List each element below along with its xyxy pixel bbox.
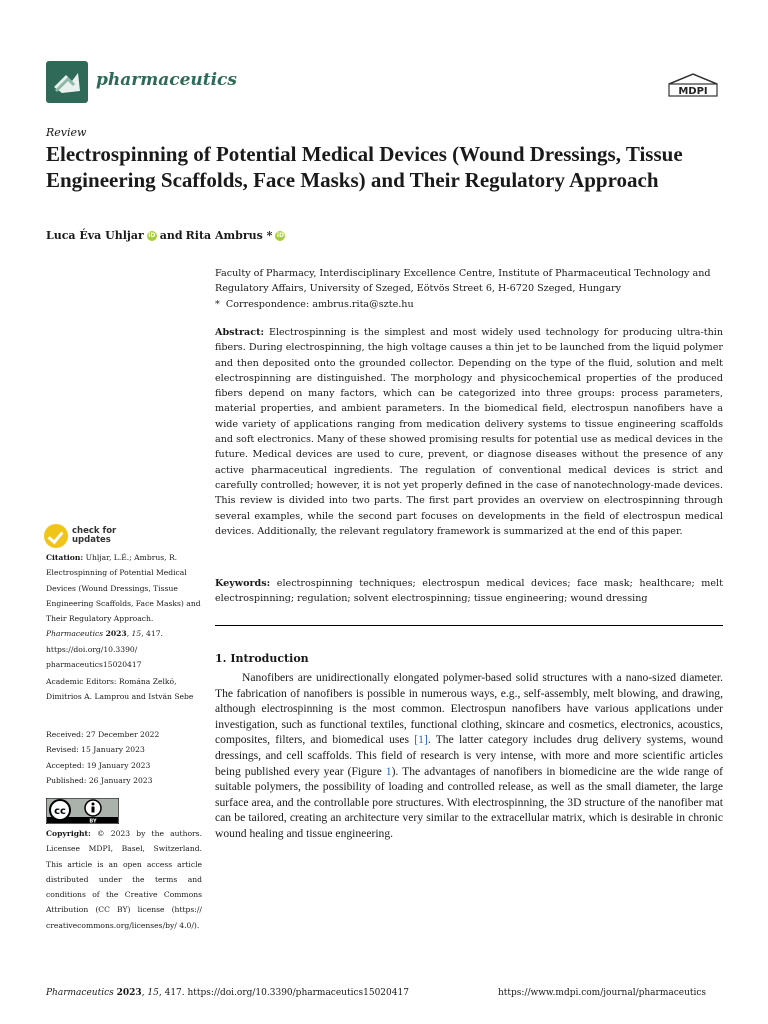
- author-name[interactable]: Rita Ambrus *: [185, 229, 273, 242]
- cc-by-license-icon[interactable]: [46, 798, 119, 824]
- accepted-date: Accepted: 19 January 2023: [46, 760, 151, 770]
- section-divider: [215, 625, 723, 626]
- affiliation: Faculty of Pharmacy, Interdisciplinary Excellence Centre, Institute of Pharmaceutical Technology and Regulatory Affairs, University of Szeged, Eötvös Street 6, H-6720 Szeged, Hungary: [215, 268, 711, 295]
- citation-doi[interactable]: , 417. https://doi.org/10.3390/ pharmaceutics15020417: [46, 629, 163, 670]
- figure-link[interactable]: 1: [385, 764, 392, 778]
- abstract-text: Electrospinning is the simplest and most widely used technology for producing ultra-thin fibers. During electrospinning, the high voltage causes a thin jet to be launched from the liquid polymer and then deposited onto the grounded collector. Depending on the type of the fluid, solution and melt electrospinning are distinguished. The morphology and physicochemical properties of the produced fibers depend on many factors, which can be categorized into three groups: process parameters, material properties, and ambient parameters. In the biomedical field, electrospun nanofibers have a wide variety of applications ranging from medication delivery systems to tissue engineering scaffolds and soft electronics. Many of these showed promising results for potential use as medical devices in the future. Medical devices are used to cure, prevent, or diagnose diseases without the presence of any active pharmaceutical ingredients. The regulation of conventional medical devices is strict and carefully controlled; however, it is not yet properly defined in the case of nanotechnology-made devices. This review is divided into two parts. The first part provides an overview on electrospinning through several examples, while the second part focuses on developments in the field of electrospun medical devices. Additionally, the relevant regulatory framework is summarized at the end of this paper.: [215, 327, 723, 537]
- reference-link[interactable]: [1]: [414, 733, 428, 747]
- cc-label: cc: [54, 806, 66, 817]
- correspondence: * Correspondence: ambrus.rita@szte.hu: [215, 298, 414, 310]
- academic-editors: Academic Editors: Romána Zelkó, Dimitrios A. Lamprou and István Sebe: [46, 677, 194, 702]
- copyright-notice: Copyright: © 2023 by the authors. Licensee MDPI, Basel, Switzerland. This article is an open access article distributed under the terms and conditions of the Creative Commons Attribution (CC BY) license (https:// creativecommons.org/licenses/by/ 4.0/).: [46, 829, 202, 930]
- published-date: Published: 26 January 2023: [46, 775, 153, 785]
- footer-journal-url[interactable]: https://www.mdpi.com/journal/pharmaceutics: [498, 988, 707, 998]
- affiliation-block: [215, 266, 723, 312]
- received-date: Received: 27 December 2022: [46, 730, 160, 739]
- orcid-icon[interactable]: iD: [276, 231, 284, 239]
- check-for-updates-button[interactable]: [44, 524, 116, 548]
- publisher-name: MDPI: [678, 86, 708, 97]
- abstract: [215, 325, 723, 539]
- journal-logo-icon: [46, 61, 88, 103]
- mdpi-logo-icon[interactable]: [666, 72, 720, 98]
- author-list: [46, 229, 285, 242]
- author-separator: and: [159, 229, 183, 242]
- journal-name: pharmaceutics: [96, 70, 237, 90]
- checkmark-icon: [44, 524, 68, 548]
- publication-dates: [46, 727, 202, 788]
- revised-date: Revised: 15 January 2023: [46, 745, 145, 755]
- citation-block: Citation: Uhljar, L.É.; Ambrus, R. Electrospinning of Potential Medical Devices (Wound Dressings, Tissue Engineering Scaffolds, Face Masks) and Their Regulatory Approach. Pharmaceutics 2023, 15, 417. https://doi.org/10.3390/ pharmaceutics15020417: [46, 553, 201, 670]
- keywords: [215, 576, 723, 607]
- orcid-icon[interactable]: iD: [148, 231, 156, 239]
- keywords-label: Keywords:: [215, 578, 271, 589]
- correspondence-email[interactable]: Correspondence: ambrus.rita@szte.hu: [225, 298, 414, 310]
- abstract-label: Abstract:: [215, 327, 265, 338]
- author-name[interactable]: Luca Éva Uhljar: [46, 229, 144, 242]
- by-label: BY: [89, 818, 97, 824]
- footer-citation: Pharmaceutics 2023, 15, 417. https://doi.org/10.3390/pharmaceutics15020417: [46, 988, 409, 998]
- introduction-paragraph: Nanofibers are unidirectionally elongated polymer-based solid structures with a nano-sized diameter. The fabrication of nanofibers is possible in numerous ways, e.g., self-assembly, melt blowing, and drawing, although electrospinning is the most common. Electrospun nanofibers have various applications under investigation, such as functional textiles, functional clothing, skincare and cosmetics, electronics, acoustics, composites, filters, and biomedical uses [1]. The latter category includes drug delivery systems, wound dressings, and cell scaffolds. This field of research is very intense, with more and more scientific articles being published every year (Figure 1). The advantages of nanofibers in biomedicine are the wide range of suitable polymers, the possibility of loading and controlled release, as well as the small diameter, the large surface area, and the controllable pore structures. With electrospinning, the 3D structure of the nanofiber mat can be tailored, creating an architecture very similar to the extracellular matrix, which is desirable in chronic wound healing and tissue engineering.: [215, 671, 723, 840]
- section-heading: 1. Introduction: [215, 652, 309, 665]
- article-type: Review: [46, 126, 87, 139]
- check-for-updates-label: check for updates: [72, 526, 117, 545]
- keywords-text: electrospinning techniques; electrospun medical devices; face mask; healthcare; melt electrospinning; regulation; solvent electrospinning; tissue engineering; wound dressing: [215, 578, 723, 605]
- article-title: Electrospinning of Potential Medical Devices (Wound Dressings, Tissue Engineering Scaffolds, Face Masks) and Their Regulatory Approach: [46, 142, 683, 192]
